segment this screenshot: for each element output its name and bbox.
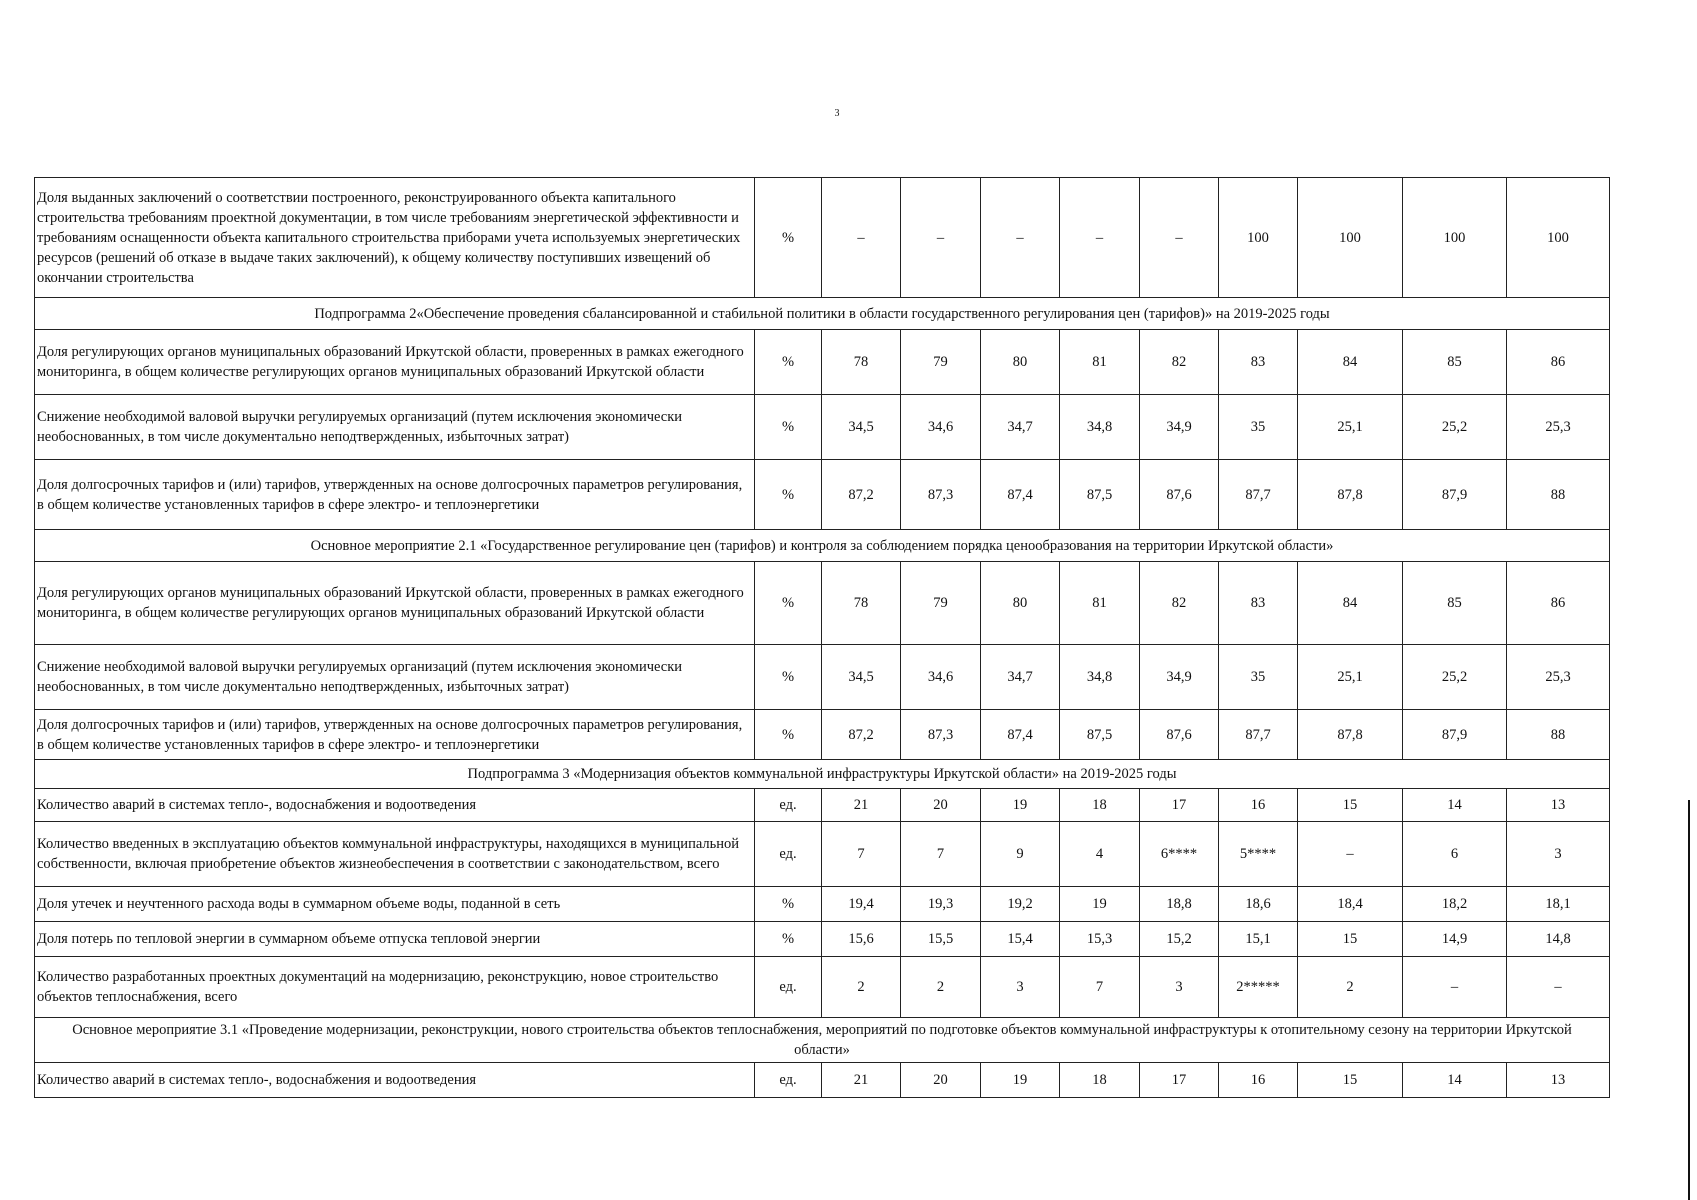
value-cell: 79 [901,562,981,645]
value-cell: 17 [1140,1063,1219,1098]
value-cell: 78 [822,330,901,395]
value-cell: 18,2 [1403,887,1507,922]
value-cell: 87,9 [1403,710,1507,760]
value-cell: 80 [981,562,1060,645]
value-cell: 17 [1140,789,1219,822]
indicator-name: Снижение необходимой валовой выручки регулируемых организаций (путем исключения экономически необоснованных, в том числе документально неподтвержденных, избыточных затрат) [35,645,755,710]
value-cell: 88 [1507,460,1610,530]
value-cell: 15,1 [1219,922,1298,957]
value-cell: 34,5 [822,395,901,460]
value-cell: 15 [1298,922,1403,957]
value-cell: 3 [981,957,1060,1018]
unit-cell: % [755,330,822,395]
section-heading: Основное мероприятие 2.1 «Государственное регулирование цен (тарифов) и контроля за соблюдением порядка ценообразования на территории Иркутской области» [35,530,1610,562]
value-cell: 9 [981,822,1060,887]
value-cell: 2 [901,957,981,1018]
value-cell: 25,1 [1298,395,1403,460]
value-cell: 19,4 [822,887,901,922]
section-row [35,760,1610,789]
section-row [35,530,1610,562]
value-cell: 15,6 [822,922,901,957]
value-cell: 35 [1219,645,1298,710]
value-cell: 35 [1219,395,1298,460]
unit-cell: % [755,710,822,760]
value-cell: 16 [1219,789,1298,822]
table-row [35,887,1610,922]
section-row [35,298,1610,330]
value-cell: 87,5 [1060,460,1140,530]
value-cell: 18,8 [1140,887,1219,922]
value-cell: 88 [1507,710,1610,760]
value-cell: 14 [1403,1063,1507,1098]
indicators-table [34,177,1610,1098]
value-cell: 7 [901,822,981,887]
indicator-name: Количество разработанных проектных документаций на модернизацию, реконструкцию, новое строительство объектов теплоснабжения, всего [35,957,755,1018]
value-cell: 15,2 [1140,922,1219,957]
value-cell: 87,8 [1298,710,1403,760]
value-cell: 34,5 [822,645,901,710]
value-cell: 79 [901,330,981,395]
value-cell: 5**** [1219,822,1298,887]
value-cell: 18,4 [1298,887,1403,922]
value-cell: 87,4 [981,710,1060,760]
value-cell: 7 [1060,957,1140,1018]
section-heading: Основное мероприятие 3.1 «Проведение модернизации, реконструкции, нового строительства объектов теплоснабжения, мероприятий по подготовке объектов коммунальной инфраструктуры к отопительному сезону на территории Иркутской области» [35,1018,1610,1063]
unit-cell: ед. [755,1063,822,1098]
value-cell: – [1060,178,1140,298]
value-cell: 100 [1219,178,1298,298]
value-cell: 87,8 [1298,460,1403,530]
value-cell: 2***** [1219,957,1298,1018]
value-cell: 87,9 [1403,460,1507,530]
unit-cell: % [755,460,822,530]
value-cell: 15,4 [981,922,1060,957]
value-cell: 19 [1060,887,1140,922]
table-row [35,562,1610,645]
section-heading: Подпрограмма 3 «Модернизация объектов коммунальной инфраструктуры Иркутской области» на 2019-2025 годы [35,760,1610,789]
value-cell: 3 [1507,822,1610,887]
value-cell: – [1403,957,1507,1018]
value-cell: 14,9 [1403,922,1507,957]
value-cell: 19 [981,1063,1060,1098]
table-row [35,330,1610,395]
value-cell: 18,1 [1507,887,1610,922]
indicator-name: Доля регулирующих органов муниципальных образований Иркутской области, проверенных в рамках ежегодного мониторинга, в общем количестве регулирующих органов муниципальных образований Иркутской области [35,330,755,395]
value-cell: 25,3 [1507,645,1610,710]
section-heading: Подпрограмма 2«Обеспечение проведения сбалансированной и стабильной политики в области государственного регулирования цен (тарифов)» на 2019-2025 годы [35,298,1610,330]
table-row [35,957,1610,1018]
value-cell: – [1298,822,1403,887]
value-cell: 15 [1298,1063,1403,1098]
value-cell: 87,7 [1219,460,1298,530]
value-cell: 25,2 [1403,645,1507,710]
unit-cell: % [755,178,822,298]
table-row [35,789,1610,822]
value-cell: 100 [1298,178,1403,298]
value-cell: 81 [1060,330,1140,395]
indicator-name: Количество введенных в эксплуатацию объектов коммунальной инфраструктуры, находящихся в муниципальной собственности, включая приобретение объектов жизнеобеспечения в соответствии с законодательством, всего [35,822,755,887]
value-cell: 85 [1403,562,1507,645]
table-row [35,922,1610,957]
value-cell: 87,2 [822,460,901,530]
value-cell: – [981,178,1060,298]
page-number: 3 [834,108,840,119]
value-cell: 15 [1298,789,1403,822]
value-cell: 15,5 [901,922,981,957]
value-cell: 6**** [1140,822,1219,887]
unit-cell: ед. [755,789,822,822]
value-cell: 21 [822,1063,901,1098]
value-cell: 34,8 [1060,395,1140,460]
unit-cell: % [755,645,822,710]
value-cell: 34,6 [901,395,981,460]
value-cell: 25,3 [1507,395,1610,460]
value-cell: 83 [1219,330,1298,395]
value-cell: 100 [1403,178,1507,298]
value-cell: 25,2 [1403,395,1507,460]
table-row [35,645,1610,710]
value-cell: 83 [1219,562,1298,645]
value-cell: 87,6 [1140,710,1219,760]
value-cell: – [822,178,901,298]
value-cell: 18 [1060,789,1140,822]
value-cell: 15,3 [1060,922,1140,957]
value-cell: 20 [901,789,981,822]
value-cell: 18 [1060,1063,1140,1098]
scan-edge-line [1688,800,1690,1200]
value-cell: 80 [981,330,1060,395]
indicator-name: Количество аварий в системах тепло-, водоснабжения и водоотведения [35,789,755,822]
value-cell: 87,2 [822,710,901,760]
value-cell: 2 [1298,957,1403,1018]
value-cell: 87,7 [1219,710,1298,760]
indicator-name: Снижение необходимой валовой выручки регулируемых организаций (путем исключения экономически необоснованных, в том числе документально неподтвержденных, избыточных затрат) [35,395,755,460]
unit-cell: % [755,887,822,922]
value-cell: 19 [981,789,1060,822]
value-cell: 16 [1219,1063,1298,1098]
unit-cell: % [755,562,822,645]
section-row [35,1018,1610,1063]
indicator-name: Доля утечек и неучтенного расхода воды в суммарном объеме воды, поданной в сеть [35,887,755,922]
value-cell: 87,5 [1060,710,1140,760]
value-cell: 87,3 [901,710,981,760]
value-cell: 82 [1140,562,1219,645]
table-row [35,710,1610,760]
value-cell: 84 [1298,330,1403,395]
table-row [35,395,1610,460]
value-cell: 25,1 [1298,645,1403,710]
value-cell: 81 [1060,562,1140,645]
table-row [35,1063,1610,1098]
value-cell: – [1140,178,1219,298]
value-cell: 20 [901,1063,981,1098]
value-cell: 87,6 [1140,460,1219,530]
value-cell: 21 [822,789,901,822]
value-cell: 18,6 [1219,887,1298,922]
value-cell: 82 [1140,330,1219,395]
indicator-name: Доля долгосрочных тарифов и (или) тарифов, утвержденных на основе долгосрочных параметров регулирования, в общем количестве установленных тарифов в сфере электро- и теплоэнергетики [35,710,755,760]
value-cell: – [901,178,981,298]
value-cell: 34,9 [1140,395,1219,460]
value-cell: 6 [1403,822,1507,887]
value-cell: 34,8 [1060,645,1140,710]
value-cell: 87,4 [981,460,1060,530]
table-row [35,178,1610,298]
value-cell: 85 [1403,330,1507,395]
table-row [35,460,1610,530]
value-cell: 3 [1140,957,1219,1018]
value-cell: 34,7 [981,395,1060,460]
value-cell: 19,2 [981,887,1060,922]
value-cell: 14 [1403,789,1507,822]
value-cell: 34,9 [1140,645,1219,710]
unit-cell: % [755,922,822,957]
value-cell: 2 [822,957,901,1018]
value-cell: 14,8 [1507,922,1610,957]
value-cell: 34,7 [981,645,1060,710]
unit-cell: ед. [755,957,822,1018]
indicator-name: Доля выданных заключений о соответствии построенного, реконструированного объекта капитального строительства требованиям проектной документации, в том числе требованиям энергетической эффективности и требованиям оснащенности объекта капитального строительства приборами учета используемых энергетических ресурсов (решений об отказе в выдаче таких заключений), к общему количеству поступивших извещений об окончании строительства [35,178,755,298]
indicator-name: Доля долгосрочных тарифов и (или) тарифов, утвержденных на основе долгосрочных параметров регулирования, в общем количестве установленных тарифов в сфере электро- и теплоэнергетики [35,460,755,530]
value-cell: 86 [1507,562,1610,645]
value-cell: 4 [1060,822,1140,887]
value-cell: 87,3 [901,460,981,530]
indicator-name: Доля потерь по тепловой энергии в суммарном объеме отпуска тепловой энергии [35,922,755,957]
value-cell: 34,6 [901,645,981,710]
value-cell: 19,3 [901,887,981,922]
value-cell: 13 [1507,789,1610,822]
value-cell: 7 [822,822,901,887]
indicator-name: Доля регулирующих органов муниципальных образований Иркутской области, проверенных в рамках ежегодного мониторинга, в общем количестве регулирующих органов муниципальных образований Иркутской области [35,562,755,645]
indicator-name: Количество аварий в системах тепло-, водоснабжения и водоотведения [35,1063,755,1098]
value-cell: 86 [1507,330,1610,395]
unit-cell: ед. [755,822,822,887]
table-row [35,822,1610,887]
unit-cell: % [755,395,822,460]
value-cell: – [1507,957,1610,1018]
value-cell: 100 [1507,178,1610,298]
value-cell: 13 [1507,1063,1610,1098]
value-cell: 78 [822,562,901,645]
value-cell: 84 [1298,562,1403,645]
